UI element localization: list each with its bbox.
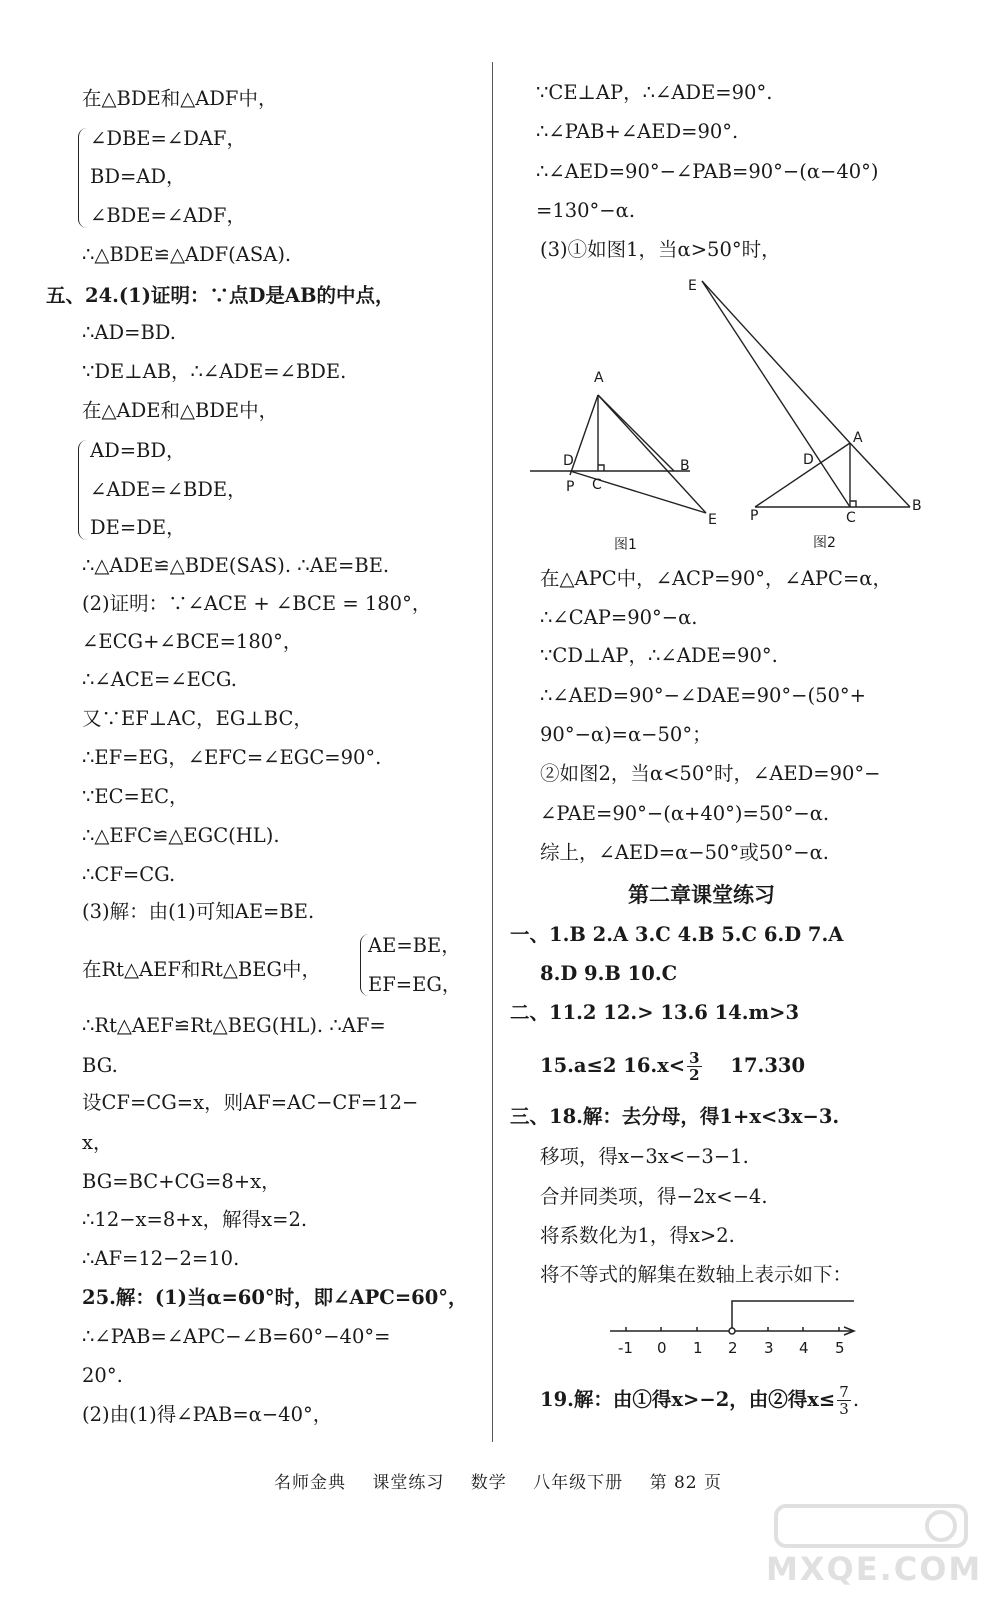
line-EC — [702, 281, 850, 507]
figure-2 — [702, 281, 910, 507]
point-label: E — [688, 278, 697, 294]
line-EA — [702, 281, 850, 443]
answer-15-16: 15.a≤2 16.x< — [540, 1054, 686, 1077]
text-line: 在△APC中，∠ACP=90°，∠APC=α， — [540, 567, 892, 590]
text-line: ∴CF=CG. — [82, 863, 176, 886]
text-line: ∵CD⊥AP，∴∠ADE=90°. — [540, 644, 778, 667]
numerator: 7 — [839, 1383, 849, 1401]
text-line: 将不等式的解集在数轴上表示如下： — [540, 1263, 853, 1286]
footer-brand: 名师金典 — [273, 1473, 346, 1493]
line-AB — [598, 395, 674, 471]
open-circle — [729, 1328, 735, 1334]
text-line: EF=EG， — [368, 973, 462, 996]
tick-label: 5 — [835, 1339, 845, 1357]
text-line: 综上，∠AED=α−50°或50°−α. — [540, 841, 829, 864]
figure-1 — [530, 395, 706, 513]
tick-label: 2 — [728, 1339, 738, 1357]
text-line: ∴∠CAP=90°−α. — [540, 606, 698, 629]
text-line: 又∵EF⊥AC，EG⊥BC， — [82, 707, 313, 730]
line-CE — [570, 471, 706, 513]
text-line: BG=BC+CG=8+x， — [82, 1170, 281, 1193]
point-label: D — [563, 453, 574, 469]
point-label: A — [594, 370, 604, 386]
answers-row: 二、11.2 12.> 13.6 14.m>3 — [510, 1001, 800, 1024]
line-AP — [570, 395, 598, 475]
line-AE — [598, 395, 706, 513]
text-line: 移项，得x−3x<−3−1. — [540, 1145, 749, 1168]
text-line: ∴AD=BD. — [82, 321, 176, 344]
text-line: (3)①如图1，当α>50°时， — [540, 238, 781, 261]
right-angle-mark — [850, 501, 856, 507]
denominator: 2 — [689, 1066, 700, 1084]
right-angle-mark — [598, 465, 604, 471]
point-label: D — [803, 452, 814, 468]
text-line: (3)解：由(1)可知AE=BE. — [82, 900, 315, 923]
figure-2-caption: 图2 — [813, 535, 836, 551]
text-line: ∴∠ACE=∠ECG. — [82, 668, 237, 691]
text-line: ∴12−x=8+x，解得x=2. — [82, 1208, 308, 1231]
line-AB — [850, 443, 910, 507]
text-line: ∴∠PAB+∠AED=90°. — [536, 120, 739, 143]
text-line: 合并同类项，得−2x<−4. — [540, 1185, 768, 1208]
text-line: ∴EF=EG，∠EFC=∠EGC=90°. — [82, 746, 382, 769]
question-19 — [540, 1384, 859, 1417]
text-line: ∴AF=12−2=10. — [82, 1247, 240, 1270]
text-line: 将系数化为1，得x>2. — [540, 1224, 735, 1247]
text-line: ∠ECG+∠BCE=180°， — [82, 630, 303, 653]
text-line: (2)证明：∵∠ACE + ∠BCE = 180°， — [82, 592, 432, 615]
page-footer — [0, 1468, 996, 1493]
answer-17: 17.330 — [730, 1054, 806, 1077]
text-line: 20°. — [82, 1364, 123, 1387]
question-19-text: 19.解：由①得x>−2，由②得x≤ — [540, 1388, 836, 1411]
text-line: ∴∠AED=90°−∠DAE=90°−(50°+ — [540, 684, 866, 707]
point-label: B — [680, 458, 690, 474]
point-label: B — [912, 498, 922, 514]
point-label: C — [846, 510, 856, 526]
text-line: ∠PAE=90°−(α+40°)=50°−α. — [540, 802, 830, 825]
footer-page-number: 第 82 页 — [649, 1473, 723, 1493]
figure-1-caption: 图1 — [614, 537, 637, 553]
footer-subject: 数学 — [470, 1473, 507, 1493]
brace — [78, 128, 87, 228]
text-line: (2)由(1)得∠PAB=α−40°， — [82, 1403, 333, 1426]
point-label: A — [853, 430, 863, 446]
answers-row: 一、1.B 2.A 3.C 4.B 5.C 6.D 7.A — [510, 923, 844, 946]
column-divider — [492, 62, 493, 1442]
text-line: ∵DE⊥AB，∴∠ADE=∠BDE. — [82, 360, 347, 383]
text-line: BD=AD， — [90, 165, 186, 188]
text-line: 在△ADE和△BDE中， — [82, 399, 279, 422]
question-24: 五、24.(1)证明：∵点D是AB的中点， — [46, 284, 395, 307]
text-line: x， — [82, 1131, 113, 1154]
footer-grade: 八年级下册 — [533, 1473, 624, 1493]
watermark-logo — [766, 1500, 983, 1600]
brace — [78, 440, 87, 540]
text-line: AE=BE， — [368, 934, 461, 957]
text-line: DE=DE， — [90, 516, 186, 539]
answers-row — [540, 1050, 805, 1083]
question-18: 三、18.解：去分母，得1+x<3x−3. — [510, 1105, 840, 1128]
geometry-figures — [530, 275, 930, 555]
numerator: 3 — [689, 1049, 700, 1067]
text-line: =130°−α. — [536, 199, 636, 222]
tick-label: 1 — [693, 1339, 703, 1357]
period: . — [852, 1388, 860, 1411]
text-line: ∴△EFC≌△EGC(HL). — [82, 824, 280, 847]
fraction — [837, 1384, 851, 1417]
watermark-icon — [766, 1500, 976, 1550]
text-line: ∵CE⊥AP，∴∠ADE=90°. — [536, 81, 773, 104]
text-line: 在△BDE和△ADF中， — [82, 87, 278, 110]
question-25: 25.解：(1)当α=60°时，即∠APC=60°， — [82, 1286, 468, 1309]
text-line: 在Rt△AEF和Rt△BEG中， — [82, 958, 322, 981]
text-line: ∴△ADE≌△BDE(SAS). ∴AE=BE. — [82, 554, 390, 577]
tick-label: 0 — [657, 1339, 667, 1357]
number-line — [600, 1295, 870, 1345]
text-line: BG. — [82, 1054, 118, 1077]
denominator: 3 — [839, 1400, 849, 1418]
point-label: P — [566, 479, 575, 495]
text-line: ∴Rt△AEF≌Rt△BEG(HL). ∴AF= — [82, 1014, 386, 1037]
fraction — [687, 1050, 701, 1083]
text-line: AD=BD， — [90, 439, 186, 462]
text-line: ∠ADE=∠BDE， — [90, 478, 247, 501]
tick-label: -1 — [618, 1339, 633, 1357]
point-label: P — [750, 508, 759, 524]
section-title: 第二章课堂练习 — [628, 883, 775, 907]
text-line: ∴△BDE≌△ADF(ASA). — [82, 243, 292, 266]
text-line: ∠DBE=∠DAF， — [90, 127, 246, 150]
text-line: 90°−α)=α−50°； — [540, 723, 712, 746]
watermark-text: MXQE.COM — [766, 1550, 983, 1588]
text-line: ∠BDE=∠ADF， — [90, 204, 246, 227]
text-line: ∴∠AED=90°−∠PAB=90°−(α−40°) — [536, 160, 879, 183]
tick-label: 4 — [799, 1339, 809, 1357]
answers-row: 8.D 9.B 10.C — [540, 962, 678, 985]
point-label: C — [592, 477, 602, 493]
solution-set-marker — [732, 1301, 854, 1328]
text-line: 设CF=CG=x，则AF=AC−CF=12− — [82, 1091, 419, 1114]
tick-label: 3 — [764, 1339, 774, 1357]
text-line: ②如图2，当α<50°时，∠AED=90°− — [540, 762, 881, 785]
footer-series: 课堂练习 — [372, 1473, 445, 1493]
point-label: E — [708, 512, 717, 528]
text-line: ∵EC=EC， — [82, 785, 189, 808]
text-line: ∴∠PAB=∠APC−∠B=60°−40°= — [82, 1325, 391, 1348]
